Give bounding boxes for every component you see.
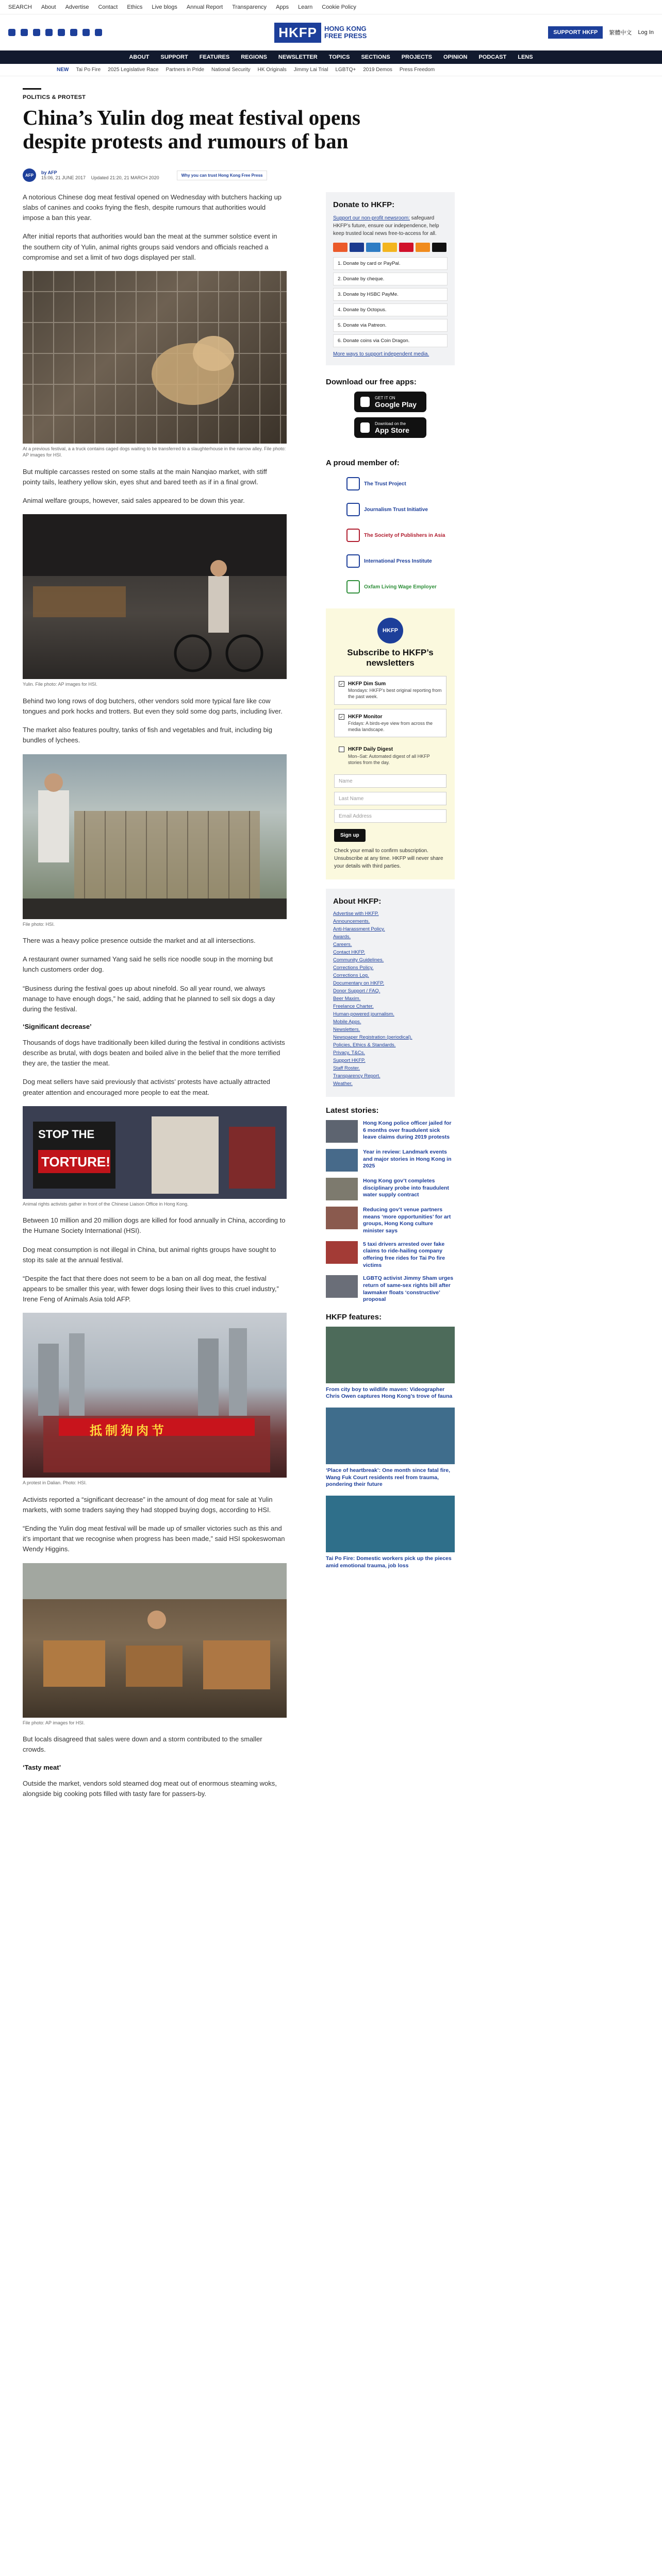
trending-item[interactable]: 2025 Legislative Race [108,67,159,73]
member-trust-project[interactable] [346,474,455,493]
nav-lens[interactable]: LENS [518,54,533,60]
latest-story[interactable] [326,1275,455,1303]
paragraph: Dog meat sellers have said previously that activists’ protests have actually attracted greater attention and encouraged more people to eat the meat. [23,1078,271,1096]
donate-option-coins[interactable] [333,334,448,347]
stalls-graphic [23,1563,287,1718]
apple-icon [360,422,370,433]
truck-graphic [23,754,287,919]
about-link[interactable]: Documentary on HKFP. [333,980,385,987]
member-ipi[interactable] [346,552,455,570]
paragraph: But multiple carcasses rested on some stalls at the main Nanqiao market, with stiff pointy tails, leathery yellow skin, eyes shut and bared teeth as if in a final growl. [23,468,267,486]
about-link[interactable]: Corrections Policy. [333,965,374,971]
newsletter-option-name: HKFP Daily Digest [348,747,393,753]
protest-sign-main: TORTURE! [41,1154,110,1170]
apps-box [326,375,455,446]
newsletter-option-monitor[interactable] [334,709,446,738]
paragraph: Dog meat consumption is not illegal in China, but animal rights groups have sought to stop its sale at the annual festival. [23,1245,276,1264]
member-label: Oxfam Living Wage Employer [364,584,437,590]
latest-story[interactable] [326,1207,455,1235]
mastercard-icon [333,243,347,252]
kicker-rule [23,88,41,90]
sidebar [326,192,455,1577]
logo-text: HONG KONG FREE PRESS [324,24,367,40]
trending-item[interactable]: National Security [211,67,251,73]
about-link[interactable]: Human-powered journalism. [333,1011,394,1018]
latest-story[interactable] [326,1149,455,1172]
story-thumbnail [326,1120,358,1143]
about-link[interactable]: Newspaper Registration (periodical). [333,1035,412,1041]
newsletter-logo: HKFP [377,618,403,643]
trending-item[interactable]: HK Originals [257,67,287,73]
trending-item[interactable]: Jimmy Lai Trial [293,67,328,73]
paragraph: After initial reports that authorities would ban the meat at the summer solstice event in the southern city of Yulin, animal rights groups said vendors and officials reached a compromise and set a limit of two dogs displayed per stall. [23,232,277,261]
signup-button[interactable]: Sign up [334,829,366,842]
features-box [326,1313,455,1569]
subheading: ‘Significant decrease’ [23,1023,92,1031]
ipi-icon [346,554,360,568]
jti-icon [346,503,360,516]
top-link-live-blogs[interactable]: Live blogs [152,4,177,10]
member-label: The Trust Project [364,481,406,487]
paragraph: Animal welfare groups, however, said sales appeared to be down this year. [23,497,245,505]
article-category[interactable]: POLITICS & PROTEST [23,94,86,100]
newsletter-option-desc: Mon–Sat: Automated digest of all HKFP stories from the day. [348,753,430,765]
trending-bar [0,64,662,76]
newsletter-option-desc: Mondays: HKFP’s best original reporting from the past week. [348,688,442,700]
trust-link[interactable]: Why you can trust Hong Kong Free Press [177,171,268,180]
paragraph: “Business during the festival goes up about ninefold. So all year round, we always manage to have enough dogs,” he said, adding that he planned to sell six dogs a day during the festival. [23,984,275,1013]
photo-protest-signs [23,1106,287,1199]
latest-box [326,1106,455,1303]
about-title: About HKFP: [333,897,382,906]
member-sopa[interactable] [346,526,455,545]
donate-option-label: 4. Donate by Octopus. [338,307,387,313]
features-title: HKFP features: [326,1312,382,1321]
donate-option-payme[interactable] [333,288,448,301]
google-play-icon [360,397,370,407]
newsletter-option-name: HKFP Monitor [348,714,383,720]
byline [23,166,267,184]
donate-box [326,192,455,365]
about-link[interactable]: Anti-Harassment Policy. [333,926,385,933]
trending-item[interactable]: 2019 Demos [363,67,392,73]
byline-dates [41,175,159,180]
top-link-ethics[interactable]: Ethics [127,4,143,10]
top-link-learn[interactable]: Learn [298,4,313,10]
paragraph: Outside the market, vendors sold steamed dog meat out of enormous steaming woks, alongside big cooking pots filled with tasty fare for passers-by. [23,1779,277,1798]
rss-icon[interactable] [95,29,102,36]
feature-title: ‘Place of heartbreak’: One month since fatal fire, Wang Fuk Court residents reel from trauma, pondering their future [326,1467,450,1488]
about-link[interactable]: Support HKFP. [333,1058,366,1064]
checkbox-checked-icon[interactable]: ✓ [339,681,344,687]
about-link[interactable]: Staff Roster. [333,1065,360,1072]
story-title: Year in review: Landmark events and major stories in Hong Kong in 2025 [363,1149,452,1170]
nav-regions[interactable]: REGIONS [241,54,267,60]
paragraph: A notorious Chinese dog meat festival opened on Wednesday with butchers hacking up slabs of canines and cooks frying the flesh, despite rumours that authorities would impose a ban this year. [23,193,282,222]
trending-item[interactable]: Tai Po Fire [76,67,101,73]
feature-image [326,1327,455,1383]
app-store-button[interactable] [354,417,426,438]
nav-podcast[interactable]: PODCAST [478,54,507,60]
feature-title: From city boy to wildlife maven: Videographer Chris Owen captures Hong Kong’s trove of fauna [326,1386,453,1400]
about-link[interactable]: Awards. [333,934,351,940]
story-title: LGBTQ activist Jimmy Sham urges return of same-sex rights bill after lawmaker floats ‘constructive’ proposal [363,1275,454,1303]
paragraph: A restaurant owner surnamed Yang said he sells rice noodle soup in the morning but lunch customers order dog. [23,955,273,974]
linkedin-icon[interactable] [70,29,77,36]
about-link[interactable]: Donor Support / FAQ. [333,988,380,994]
about-link[interactable]: Careers. [333,942,352,948]
paragraph: Between 10 million and 20 million dogs are killed for food annually in China, according to the Humane Society International (HSI). [23,1216,286,1235]
top-link-transparency[interactable]: Transparency [232,4,267,10]
visa-icon [350,243,364,252]
top-link-advertise[interactable]: Advertise [65,4,89,10]
donate-option-patreon[interactable] [333,319,448,332]
masthead-actions [548,26,654,39]
dalian-graphic [23,1313,287,1478]
trending-item[interactable]: Press Freedom [399,67,435,73]
nav-opinion[interactable]: OPINION [443,54,468,60]
nav-sections[interactable]: SECTIONS [361,54,390,60]
feature-title: Tai Po Fire: Domestic workers pick up the pieces amid emotional trauma, job loss [326,1555,452,1569]
masthead [0,14,662,50]
about-link[interactable]: Contact HKFP. [333,950,366,956]
author-avatar: AFP [23,168,36,182]
member-label: International Press Institute [364,558,432,564]
paragraph: “Despite the fact that there does not seem to be a ban on all dog meat, the festival appears to be smaller this year, with fewer dogs losing their lives to this cruel industry,” Irene Feng of Animals Asia told AFP. [23,1274,279,1303]
more-ways-link[interactable]: More ways to support independent media. [333,351,429,357]
cage-bars-graphic [23,271,287,444]
photo-market-stalls [23,1563,287,1718]
about-box [326,889,455,1097]
paypal-icon [383,243,397,252]
nav-newsletter[interactable]: NEWSLETTER [278,54,318,60]
donate-description: safeguard HKFP’s future, ensure our independence, help keep trusted local news free-to-access for all. [333,215,439,236]
paragraph: The market also features poultry, tanks of fish and vegetables and fruit, including big bundles of lychees. [23,726,272,744]
last-name-input[interactable]: Last Name [334,792,446,805]
paragraph: Activists reported a “significant decrease” in the amount of dog meat for sale at Yulin markets, with some traders saying they had stopped buying dogs, according to HSI. [23,1495,273,1514]
apps-title: Download our free apps: [326,378,417,386]
social-icons [8,29,102,36]
payme-icon [399,243,413,252]
latest-title: Latest stories: [326,1106,379,1115]
donate-text [333,214,448,238]
story-thumbnail [326,1241,358,1264]
instagram-icon[interactable] [33,29,40,36]
paragraph: There was a heavy police presence outside the market and at all intersections. [23,937,256,945]
top-link-contact[interactable]: Contact [98,4,118,10]
nav-features[interactable]: FEATURES [199,54,230,60]
member-label: The Society of Publishers in Asia [364,532,445,538]
trending-item[interactable]: Partners in Pride [166,67,205,73]
paragraph: Thousands of dogs have traditionally been killed during the festival in conditions activists describe as brutal, with dogs beaten and boiled alive in the belief that the more terrified they are, the tastier the meat. [23,1039,285,1067]
donate-option-octopus[interactable] [333,303,448,316]
donate-option-label: 2. Donate by cheque. [338,276,385,282]
photo-caption: Animal rights activists gather in front of the Chinese Liaison Office in Hong Kong. [23,1201,189,1207]
app-store-small: Download on the [375,421,406,426]
about-link[interactable]: Privacy, T&Cs. [333,1050,365,1056]
about-link[interactable]: Freelance Charter. [333,1004,374,1010]
donate-option-cheque[interactable] [333,273,448,285]
donate-title: Donate to HKFP: [333,200,395,209]
about-link[interactable]: Policies, Ethics & Standards. [333,1042,396,1048]
newsletter-option-dim-sum[interactable] [334,676,446,705]
about-link[interactable]: Announcements. [333,919,370,925]
newsletter-note: Check your email to confirm subscription. Unsubscribe at any time. HKFP will never share your details with third parties. [334,848,443,870]
first-name-input[interactable]: Name [334,774,446,788]
photo-market-cyclist [23,514,287,679]
member-oxfam[interactable] [346,578,455,596]
photo-caption: File photo: AP images for HSI. [23,1720,85,1725]
donate-option-label: 3. Donate by HSBC PayMe. [338,292,399,297]
paragraph: “Ending the Yulin dog meat festival will be made up of smaller victories such as this and it’s important that we recognise when progress has been made,” said HSI spokeswoman Wendy Higgins. [23,1524,285,1553]
top-link-cookie-policy[interactable]: Cookie Policy [322,4,356,10]
article-body [23,192,287,1807]
sopa-icon [346,529,360,542]
newsletter-option-desc: Fridays: A birds-eye view from across the media landscape. [348,721,433,733]
protest-banner-text: 抵制狗肉节 [90,1424,167,1438]
support-hkfp-button[interactable]: SUPPORT HKFP [548,26,603,39]
applepay-icon [432,243,446,252]
feature-story[interactable] [326,1408,455,1488]
photo-caption: A protest in Dalian. Photo: HSI. [23,1480,87,1486]
google-play-button[interactable] [354,392,426,412]
photo-caption: At a previous festival, a a truck contains caged dogs waiting to be transferred to a slaughterhouse in the narrow alley. File photo: AP images for HSI. [23,446,286,458]
member-label: Journalism Trust Initiative [364,506,428,513]
photo-dalian-protest [23,1313,287,1478]
feature-story[interactable] [326,1496,455,1569]
top-link-annual-report[interactable]: Annual Report [186,4,223,10]
paragraph: Behind two long rows of dog butchers, other vendors sold more typical fare like cow tongues and pork hocks and trotters. But even they sold some dog parts, including liver. [23,697,283,716]
byline-text [41,170,159,180]
trending-new-label: NEW [57,67,69,73]
app-store-label: App Store [375,426,409,434]
oxfam-icon [346,580,360,594]
donate-link[interactable]: Support our non-profit newsroom: [333,215,410,221]
top-link-apps[interactable]: Apps [276,4,289,10]
article-headline: China’s Yulin dog meat festival opens despite protests and rumours of ban [23,106,360,153]
email-input[interactable]: Email Address [334,809,446,823]
latest-story[interactable] [326,1241,455,1269]
story-title: Reducing gov’t venue partners means ‘more opportunities’ for art groups, Hong Kong culture minister says [363,1207,451,1234]
newsletter-box [326,608,455,879]
donate-option-label: 1. Donate by card or PayPal. [338,261,401,266]
trending-item[interactable]: LGBTQ+ [335,67,356,73]
story-title: Hong Kong police officer jailed for 6 months over fraudulent sick leave claims during 2019 protests [363,1120,452,1141]
story-thumbnail [326,1149,358,1172]
google-play-small: GET IT ON [375,395,395,400]
story-title: 5 taxi drivers arrested over fake claims to ride-hailing company offering free rides for Tai Po fire victims [363,1241,445,1268]
protest-graphic [23,1106,287,1199]
language-link[interactable]: 繁體中文 [609,30,632,36]
story-thumbnail [326,1275,358,1298]
top-link-about[interactable]: About [41,4,56,10]
story-thumbnail [326,1178,358,1200]
feature-image [326,1496,455,1552]
amex-icon [366,243,380,252]
login-link[interactable]: Log In [638,29,654,36]
donate-option-label: 5. Donate via Patreon. [338,323,387,328]
logo-box: HKFP [274,23,321,43]
checkbox-unchecked-icon[interactable] [339,747,344,752]
byline-author[interactable]: by AFP [41,170,57,175]
donate-option-card[interactable] [333,257,448,270]
nav-about[interactable]: ABOUT [129,54,150,60]
about-link[interactable]: Mobile Apps. [333,1019,361,1025]
feature-image [326,1408,455,1464]
members-box [326,455,455,599]
subheading: ‘Tasty meat’ [23,1763,61,1771]
donate-option-label: 6. Donate coins via Coin Dragon. [338,338,410,344]
search-link[interactable]: SEARCH [8,4,32,10]
paragraph: But locals disagreed that sales were down and a storm contributed to the smaller crowds. [23,1735,262,1754]
feature-story[interactable] [326,1327,455,1400]
about-list [333,911,448,1087]
x-icon[interactable] [21,29,28,36]
member-jti[interactable] [346,500,455,519]
nav-projects[interactable]: PROJECTS [401,54,432,60]
newsletter-option-name: HKFP Dim Sum [348,681,386,687]
about-link[interactable]: Community Guidelines. [333,957,384,963]
site-logo[interactable] [274,23,376,43]
members-title: A proud member of: [326,459,400,467]
youtube-icon[interactable] [45,29,53,36]
trust-project-icon [346,477,360,490]
about-link[interactable]: Advertise with HKFP. [333,911,379,917]
photo-caption: File photo: HSI. [23,921,55,927]
about-link[interactable]: Beer Maxim. [333,996,361,1002]
photo-caged-dogs [23,271,287,444]
byline-date: 15:06, 21 JUNE 2017 [41,175,86,180]
story-title: Hong Kong gov’t completes disciplinary probe into fraudulent water supply contract [363,1178,449,1198]
photo-truck-cages [23,754,287,919]
nav-topics[interactable]: TOPICS [328,54,350,60]
byline-updated: Updated 21:20, 21 MARCH 2020 [91,175,159,180]
story-thumbnail [326,1207,358,1229]
about-link[interactable]: Weather. [333,1081,353,1087]
payment-cards [333,243,448,252]
main-navigation [0,50,662,64]
photo-caption: Yulin. File photo: AP images for HSI. [23,682,97,687]
about-link[interactable]: Newsletters. [333,1027,360,1033]
nav-support[interactable]: SUPPORT [160,54,188,60]
octopus-icon [416,243,430,252]
checkbox-checked-icon[interactable]: ✓ [339,714,344,720]
google-play-label: Google Play [375,400,417,409]
latest-story[interactable] [326,1178,455,1200]
about-link[interactable]: Transparency Report. [333,1073,380,1079]
top-utility-bar [0,0,662,14]
latest-story[interactable] [326,1120,455,1143]
protest-sign-top: STOP THE [38,1127,95,1141]
newsletter-title: Subscribe to HKFP’s newsletters [347,648,434,668]
about-link[interactable]: Corrections Log. [333,973,369,979]
newsletter-option-daily-digest[interactable] [334,741,446,770]
facebook-icon[interactable] [8,29,15,36]
market-graphic [23,514,287,679]
threads-icon[interactable] [82,29,90,36]
telegram-icon[interactable] [58,29,65,36]
